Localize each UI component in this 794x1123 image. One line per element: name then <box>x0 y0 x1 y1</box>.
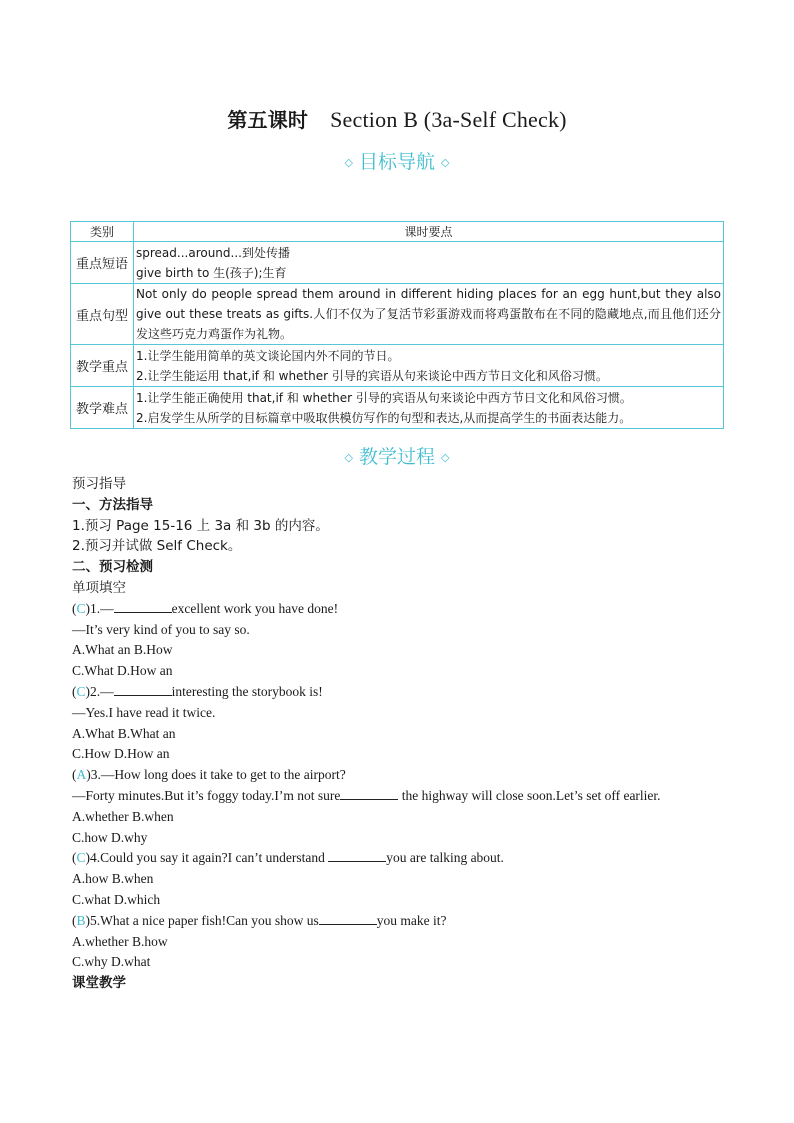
answer-letter: B <box>76 912 86 928</box>
goal-nav-heading <box>0 147 794 174</box>
answer-blank <box>114 600 172 613</box>
method-item: 1.预习 Page 15-16 上 3a 和 3b 的内容。 <box>72 517 329 534</box>
row-content <box>134 242 724 284</box>
method-item: 2.预习并试做 Self Check。 <box>72 538 242 555</box>
lesson-body <box>72 474 722 994</box>
answer-letter: A <box>76 767 87 783</box>
stem-text: you make it? <box>376 912 447 928</box>
lesson-points-table <box>70 221 724 429</box>
question-stem: (A)3.—How long does it take to get to the airport? <box>72 767 346 783</box>
question-options: A.whether B.when <box>72 808 174 824</box>
diamond-icon: ◇ <box>441 156 450 169</box>
row-category: 重点短语 <box>71 242 134 284</box>
row-category: 教学难点 <box>71 387 134 429</box>
question-stem: (B)5.What a nice paper fish!Can you show us you make it? <box>72 912 447 928</box>
question-options: C.what D.which <box>72 891 161 907</box>
method-heading: 一、方法指导 <box>72 496 153 513</box>
reply-text: —Forty minutes.But it’s foggy today.I’m not sure <box>72 787 341 803</box>
question-options: A.whether B.how <box>72 933 168 949</box>
question-reply <box>72 786 722 807</box>
table-row <box>71 242 724 284</box>
single-choice-heading: 单项填空 <box>72 579 126 596</box>
process-nav-text: 教学过程 <box>358 446 435 468</box>
reply-text: the highway will close soon.Let’s set off earlier. <box>398 787 661 803</box>
question-options: C.What D.How an <box>72 663 173 679</box>
question-options: A.What B.What an <box>72 725 176 741</box>
header-category: 类别 <box>71 222 134 242</box>
row-line: Not only do people spread them around in different hiding places for an egg hunt,but they also give out these treats as gifts.人们不仅为了复活节彩蛋游戏而将鸡蛋散布在不同的隐藏地点,而且他们还分发这些巧克力鸡蛋作为礼物。 <box>136 287 721 341</box>
classroom-heading: 课堂教学 <box>72 975 126 992</box>
row-line: 2.让学生能运用 that,if 和 whether 引导的宾语从句来谈论中西方节日文化和风俗习惯。 <box>136 368 608 383</box>
question-reply: —It’s very kind of you to say so. <box>72 621 250 637</box>
preview-heading: 预习指导 <box>72 476 126 492</box>
answer-blank <box>114 683 172 696</box>
diamond-icon: ◇ <box>441 451 450 464</box>
diamond-icon: ◇ <box>344 451 353 464</box>
question-options: C.why D.what <box>72 954 151 970</box>
section-title: Section B (3a-Self Check) <box>330 107 567 132</box>
check-heading: 二、预习检测 <box>72 559 153 576</box>
stem-text: interesting the storybook is! <box>171 683 323 699</box>
row-line: 1.让学生能用简单的英文谈论国内外不同的节日。 <box>136 348 400 363</box>
row-category: 教学重点 <box>71 345 134 387</box>
table-row <box>71 345 724 387</box>
row-content <box>134 345 724 387</box>
row-line: spread...around...到处传播 <box>136 245 290 260</box>
table-row <box>71 387 724 429</box>
row-content <box>134 387 724 429</box>
answer-blank <box>328 849 386 862</box>
row-line: 2.启发学生从所学的目标篇章中吸取供模仿写作的句型和表达,从而提高学生的书面表达能力。 <box>136 410 632 425</box>
table-row <box>71 284 724 345</box>
diamond-icon: ◇ <box>344 156 353 169</box>
goal-nav-text: 目标导航 <box>358 151 435 173</box>
stem-text: excellent work you have done! <box>171 600 339 616</box>
question-options: A.What an B.How <box>72 642 173 658</box>
answer-blank <box>340 787 398 800</box>
stem-text: 2.— <box>90 683 114 699</box>
question-stem: (C)4.Could you say it again?I can’t understand you are talking about. <box>72 850 504 866</box>
lesson-number: 第五课时 <box>227 108 309 132</box>
stem-text: 4.Could you say it again?I can’t understand <box>90 850 329 866</box>
stem-text: you are talking about. <box>386 850 504 866</box>
question-stem: (C)1.— excellent work you have done! <box>72 600 339 616</box>
question-stem: (C)2.— interesting the storybook is! <box>72 683 323 699</box>
row-line: give birth to 生(孩子);生育 <box>136 265 287 280</box>
answer-letter: C <box>76 600 86 616</box>
answer-letter: C <box>76 683 86 699</box>
answer-blank <box>319 912 377 925</box>
row-line: 1.让学生能正确使用 that,if 和 whether 引导的宾语从句来谈论中西方节日文化和风俗习惯。 <box>136 390 632 405</box>
page-title <box>0 104 794 133</box>
row-category: 重点句型 <box>71 284 134 345</box>
stem-text: 3.—How long does it take to get to the airport? <box>90 767 346 783</box>
header-points: 课时要点 <box>134 222 724 242</box>
stem-text: 1.— <box>90 600 114 616</box>
row-content <box>134 284 724 345</box>
table-header-row <box>71 222 724 242</box>
question-options: A.how B.when <box>72 871 154 887</box>
stem-text: 5.What a nice paper fish!Can you show us <box>90 912 319 928</box>
question-options: C.how D.why <box>72 829 148 845</box>
process-nav-heading <box>0 442 794 469</box>
answer-letter: C <box>76 850 86 866</box>
question-options: C.How D.How an <box>72 746 170 762</box>
question-reply: —Yes.I have read it twice. <box>72 704 216 720</box>
